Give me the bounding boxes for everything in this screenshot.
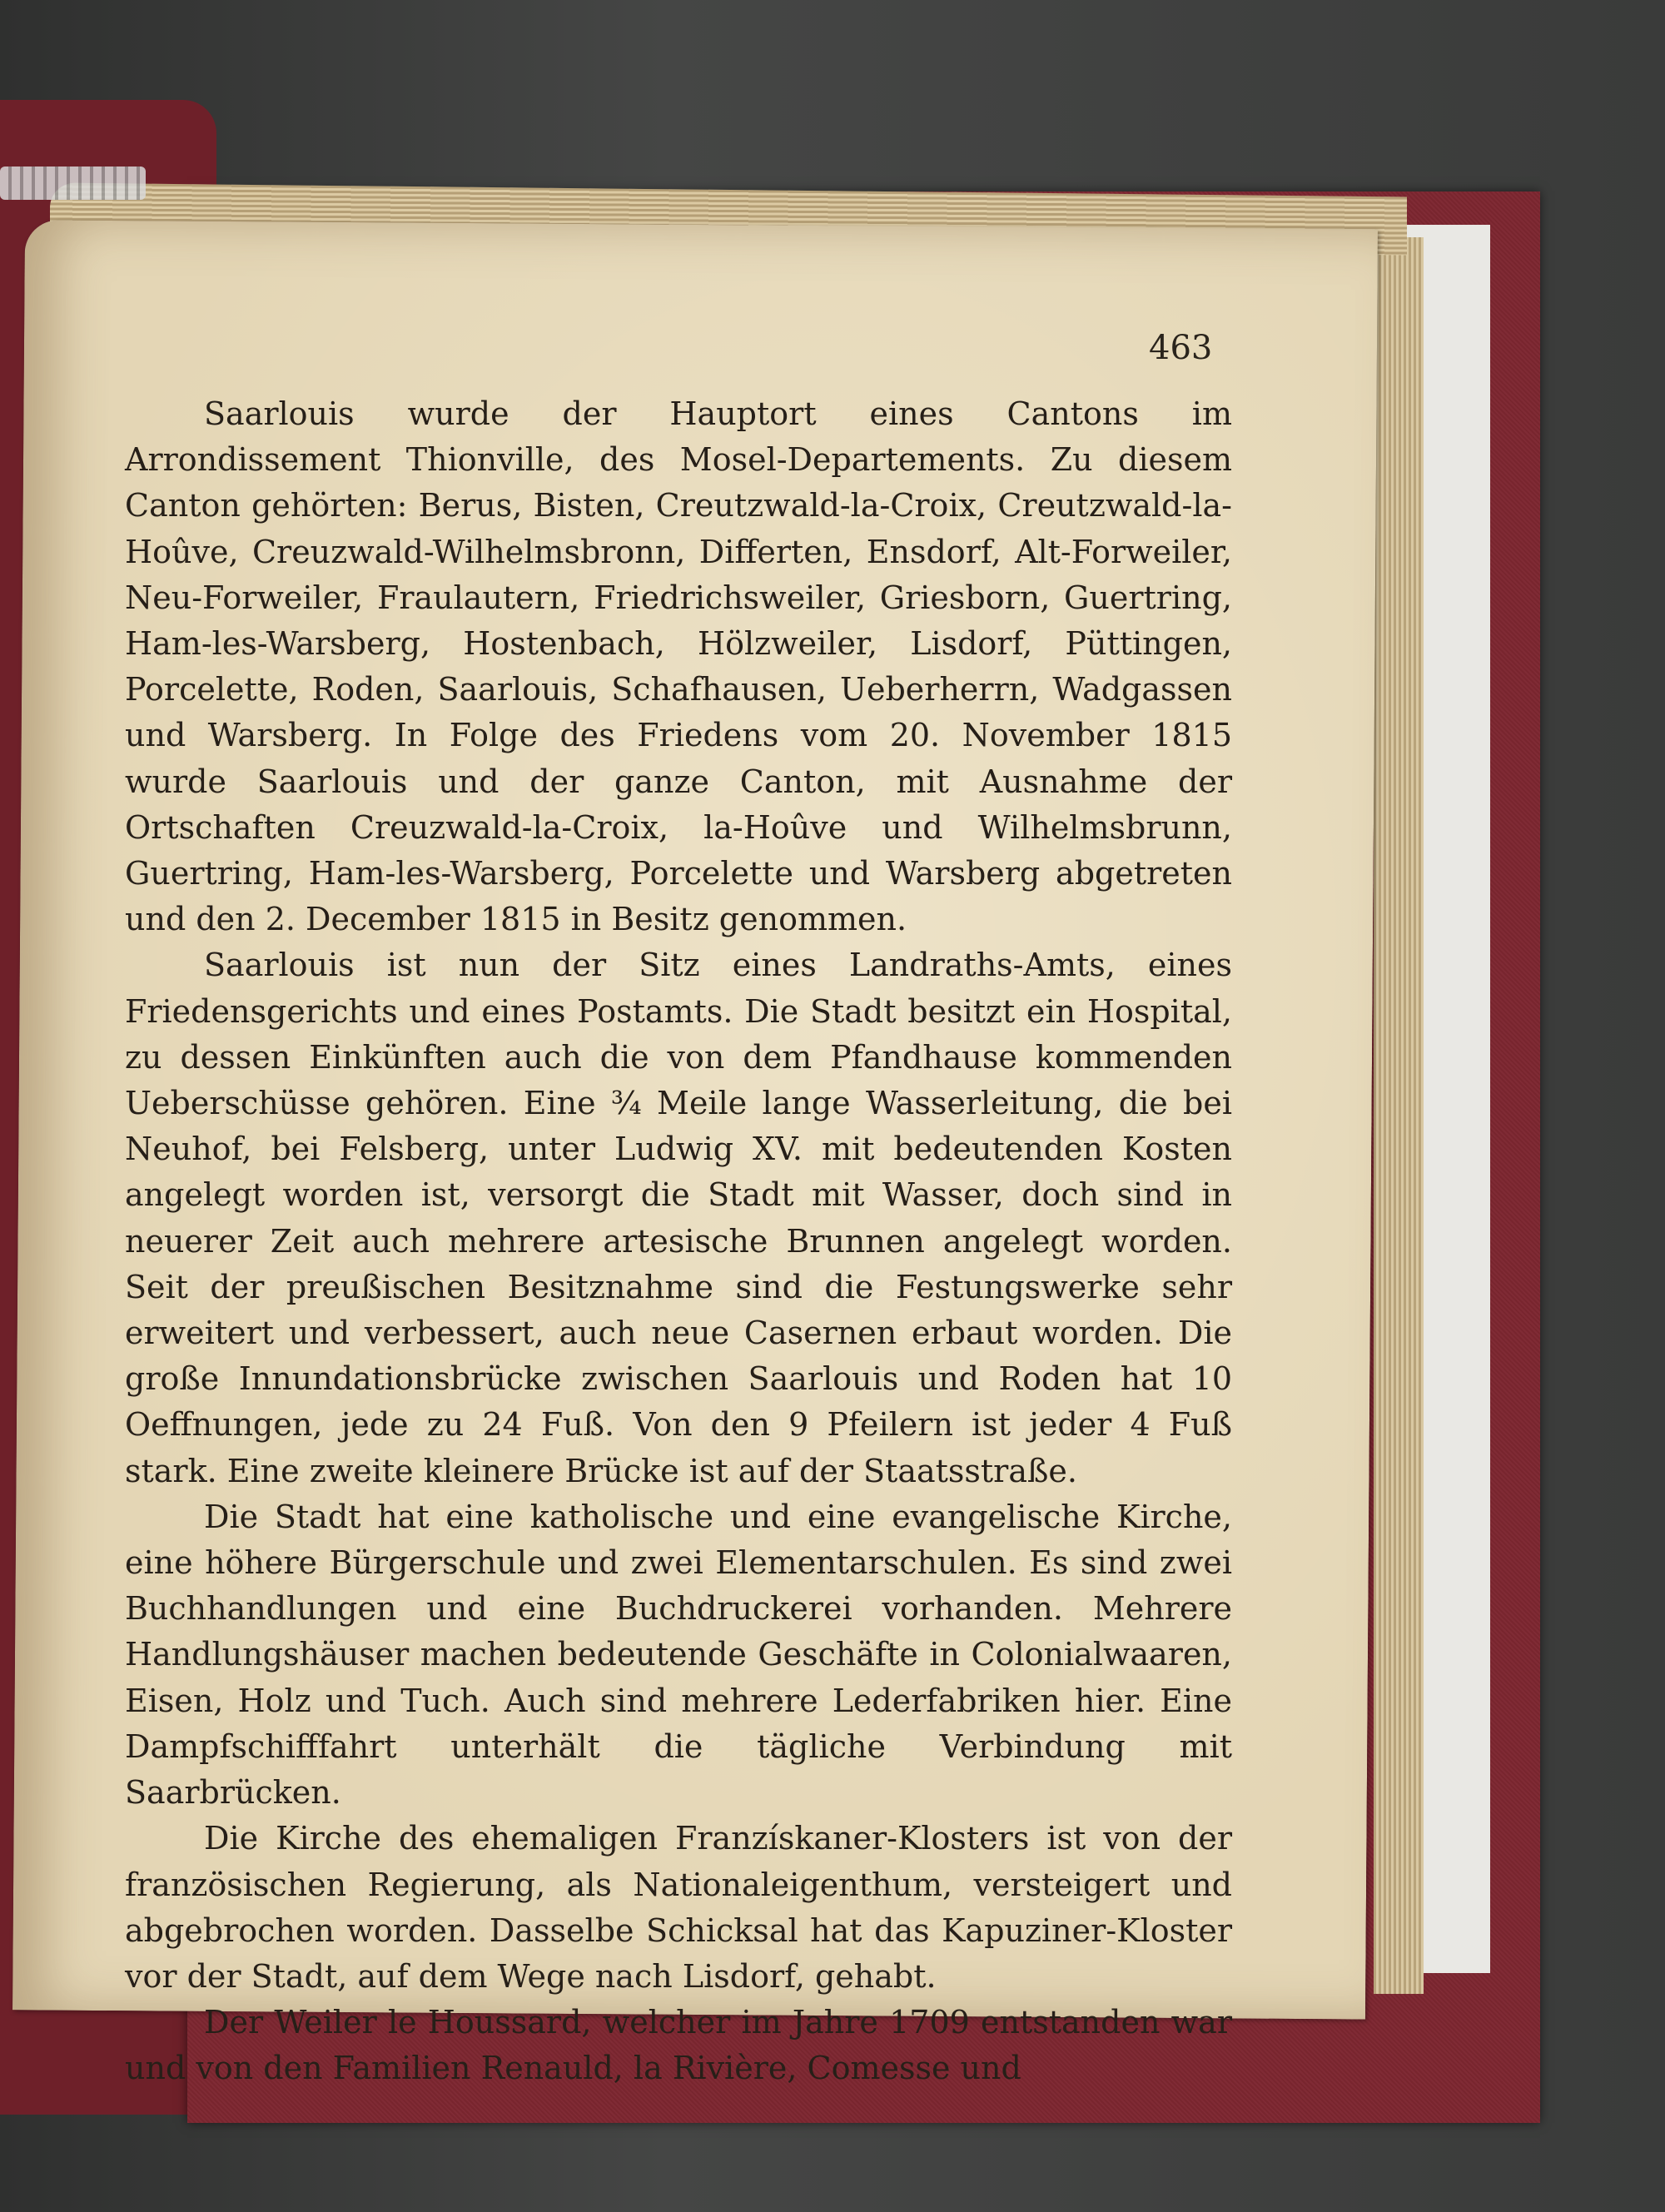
page-edges-right [1374,237,1424,1994]
paragraph-3: Die Stadt hat eine katholische und eine evangelische Kirche, eine höhere Bürgerschule und zwei Elementarschulen. Es sind zwei Buchhandlungen und eine Buchdruckerei vorhanden. Mehrere Handlungshäuser machen bedeutende Geschäfte in Colonialwaaren, Eisen, Holz und Tuch. Auch sind mehrere Lederfabriken hier. Eine Dampfschifffahrt unterhält die tägliche Verbindung mit Saarbrücken. [125,1498,1232,1812]
page-number: 463 [1149,329,1213,367]
paragraph-2: Saarlouis ist nun der Sitz eines Landraths-Amts, eines Friedensgerichts und eines Postamts. Die Stadt besitzt ein Hospital, zu dessen Einkünften auch die von dem Pfandhause kommenden Ueberschüsse gehören. Eine ¾ Meile lange Wasserleitung, die bei Neuhof, bei Felsberg, unter Ludwig XV. mit bedeutenden Kosten angelegt worden ist, versorgt die Stadt mit Wasser, doch sind in neuerer Zeit auch mehrere artesische Brunnen angelegt worden. Seit der preußischen Besitznahme sind die Festungswerke sehr erweitert und verbessert, auch neue Casernen erbaut worden. Die große Innundationsbrücke zwischen Saarlouis und Roden hat 10 Oeffnungen, jede zu 24 Fuß. Von den 9 Pfeilern ist jeder 4 Fuß stark. Eine zweite kleinere Brücke ist auf der Staatsstraße. [125,947,1232,1489]
paragraph-4: Die Kirche des ehemaligen Franzískaner-Klosters ist von der französischen Regierung, als Nationaleigenthum, versteigert und abgebrochen worden. Dasselbe Schicksal hat das Kapuziner-Kloster vor der Stadt, auf dem Wege nach Lisdorf, gehabt. [125,1820,1232,1995]
page-text [125,391,1232,2092]
paragraph-1: Saarlouis wurde der Hauptort eines Cantons im Arrondissement Thionville, des Mosel-Departements. Zu diesem Canton gehörten: Berus, Bisten, Creutzwald-la-Croix, Creutzwald-la-Hoûve, Creuzwald-Wilhelmsbronn, Differten, Ensdorf, Alt-Forweiler, Neu-Forweiler, Fraulautern, Friedrichsweiler, Griesborn, Guertring, Ham-les-Warsberg, Hostenbach, Hölzweiler, Lisdorf, Püttingen, Porcelette, Roden, Saarlouis, Schafhausen, Ueberherrn, Wadgassen und Warsberg. In Folge des Friedens vom 20. November 1815 wurde Saarlouis und der ganze Canton, mit Ausnahme der Ortschaften Creuzwald-la-Croix, la-Hoûve und Wilhelmsbrunn, Guertring, Ham-les-Warsberg, Porcelette und Warsberg abgetreten und den 2. December 1815 in Besitz genommen. [125,395,1232,938]
paragraph-5: Der Weiler le Houssard, welcher im Jahre 1709 entstanden war und von den Familien Renauld, la Rivière, Comesse und [125,2004,1232,2087]
bookmark-ribbon [0,167,146,200]
